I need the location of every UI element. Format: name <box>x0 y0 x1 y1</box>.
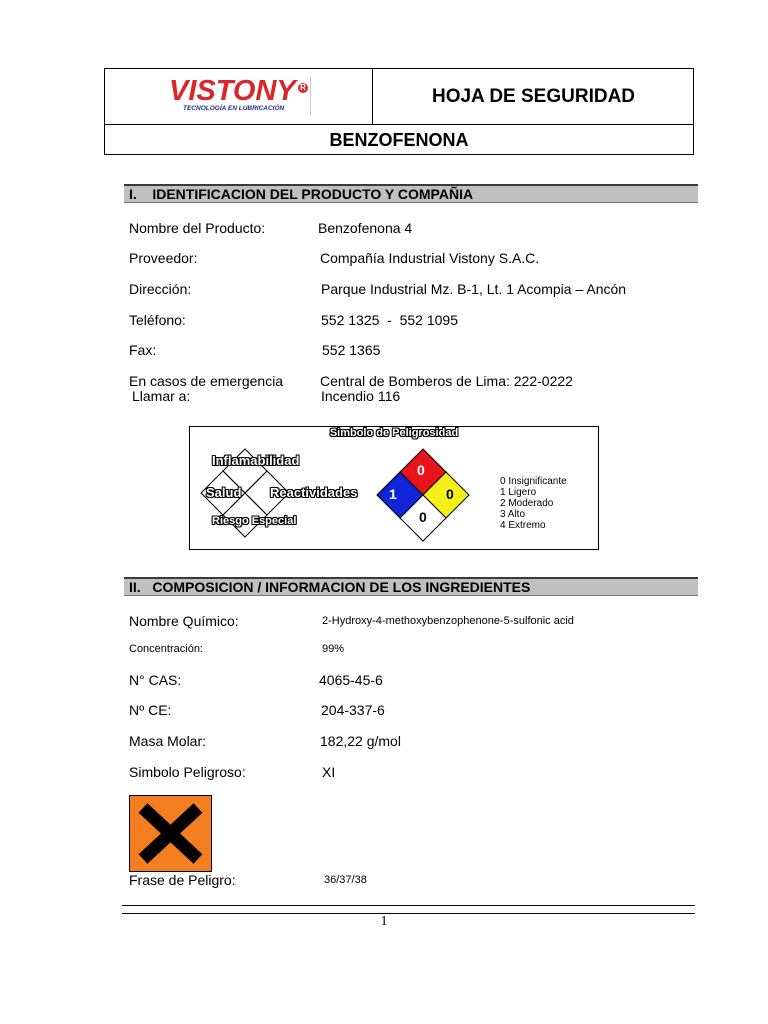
health-value: 1 <box>389 486 397 502</box>
section-1-heading: I. IDENTIFICACION DEL PRODUCTO Y COMPAÑIA <box>124 184 698 203</box>
emergency-value: Central de Bomberos de Lima: 222-0222 <box>320 373 573 389</box>
cas-label: N° CAS: <box>129 672 182 688</box>
key-flammability-label: Inflamabilidad <box>212 453 300 468</box>
logo-text: VISTONY <box>169 75 296 107</box>
reactivity-value: 0 <box>446 486 454 502</box>
emergency-call-label: Llamar a: <box>132 388 191 404</box>
hazard-symbol-value: XI <box>322 764 336 780</box>
supplier-label: Proveedor: <box>129 250 198 266</box>
product-title: BENZOFENONA <box>329 130 469 150</box>
hazard-symbol-box <box>189 426 599 550</box>
concentration-label: Concentración: <box>129 643 203 655</box>
chemical-name-label: Nombre Químico: <box>129 613 239 629</box>
document-title: HOJA DE SEGURIDAD <box>431 86 636 107</box>
phone-value: 552 1325 - 552 1095 <box>321 312 459 328</box>
legend-item: 0 Insignificante <box>500 476 567 487</box>
fax-label: Fax: <box>129 342 157 358</box>
emergency-label: En casos de emergencia <box>129 373 284 389</box>
hazard-legend <box>500 476 567 531</box>
fax-value: 552 1365 <box>322 342 381 358</box>
hazard-title: Simbolo de Peligrosidad <box>329 427 459 439</box>
chemical-name-value: 2-Hydroxy-4-methoxybenzophenone-5-sulfonic acid <box>322 615 574 627</box>
logo-rule <box>310 77 311 115</box>
legend-item: 3 Alto <box>500 509 526 520</box>
phone-label: Teléfono: <box>129 312 186 328</box>
hazard-phrase-label: Frase de Peligro: <box>129 872 236 888</box>
key-health-label: Salud <box>206 485 242 500</box>
legend-item: 4 Extremo <box>500 520 546 531</box>
emergency-fire-value: Incendio 116 <box>321 388 401 404</box>
legend-item: 1 Ligero <box>500 487 537 498</box>
concentration-value: 99% <box>322 643 345 655</box>
flammability-value: 0 <box>417 462 425 478</box>
logo-tagline: TECNOLOGÍA EN LUBRICACIÓN <box>183 105 285 112</box>
special-value: 0 <box>419 509 427 525</box>
section-2-heading: II. COMPOSICION / INFORMACION DE LOS INGREDIENTES <box>124 577 698 596</box>
legend-item: 2 Moderado <box>500 498 554 509</box>
irritant-x-icon <box>129 795 212 872</box>
product-name-value: Benzofenona 4 <box>318 220 413 236</box>
ce-label: Nº CE: <box>129 702 172 718</box>
molar-mass-value: 182,22 g/mol <box>320 733 401 749</box>
molar-mass-label: Masa Molar: <box>129 733 207 749</box>
page-number: 1 <box>380 914 388 929</box>
footer-rule <box>122 905 695 906</box>
ce-value: 204-337-6 <box>321 702 385 718</box>
hazard-symbol-label: Simbolo Peligroso: <box>129 764 246 780</box>
registered-mark: R <box>298 83 308 93</box>
address-label: Dirección: <box>129 281 192 297</box>
document-header <box>104 68 694 155</box>
cas-value: 4065-45-6 <box>319 672 383 688</box>
hazard-phrase-value: 36/37/38 <box>324 874 367 886</box>
address-value: Parque Industrial Mz. B-1, Lt. 1 Acompia – Ancón <box>321 281 627 297</box>
supplier-value: Compañía Industrial Vistony S.A.C. <box>320 250 540 266</box>
key-reactivity-label: Reactividades <box>270 485 358 500</box>
product-name-label: Nombre del Producto: <box>129 220 266 236</box>
key-special-label: Riesgo Especial <box>212 515 297 527</box>
